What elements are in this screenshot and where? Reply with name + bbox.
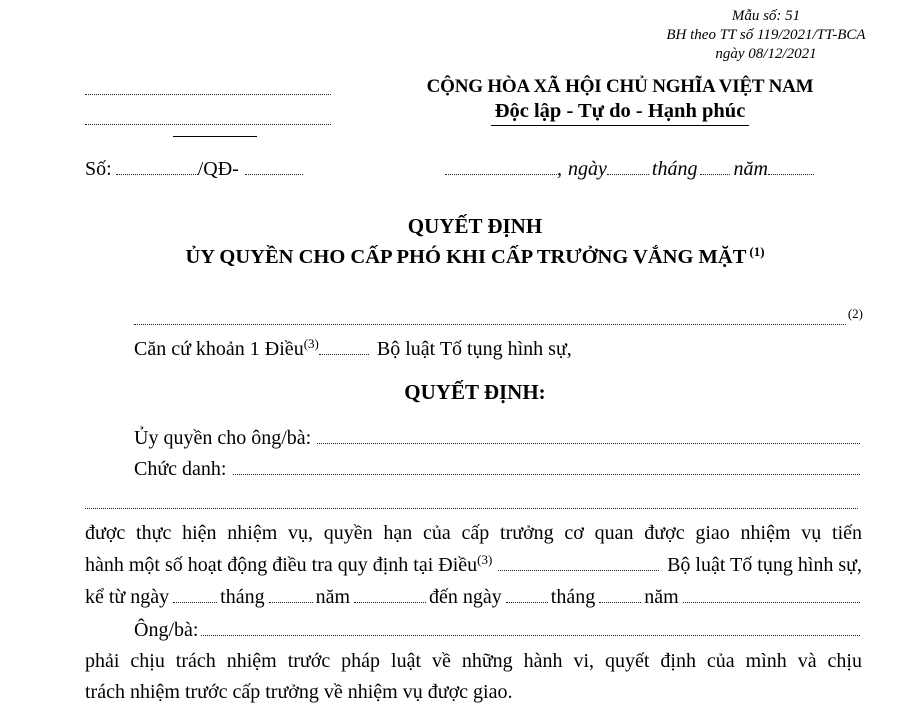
from-year-label: năm — [315, 586, 351, 608]
continuation-blank-row — [85, 506, 858, 509]
to-month-blank — [599, 600, 641, 603]
body-paragraph-1-line-1: được thực hiện nhiệm vụ, quyền hạn của cấp trưởng cơ quan được giao nhiệm vụ tiến — [85, 522, 862, 544]
footnote-3-marker-2: (3) — [477, 552, 493, 567]
continuation-blank — [85, 506, 858, 509]
position-blank — [233, 472, 861, 475]
to-year-blank — [683, 600, 860, 603]
footnote-2-marker: (2) — [847, 306, 863, 321]
decision-heading: QUYẾT ĐỊNH: — [404, 380, 546, 404]
to-year-label: năm — [644, 586, 679, 608]
place-date-line — [445, 158, 814, 181]
person-row — [134, 619, 860, 642]
to-day-blank — [506, 600, 548, 603]
from-day-blank — [173, 600, 217, 603]
article-ref-prefix: hành một số hoạt động điều tra quy định tại Điều — [85, 554, 478, 576]
year-blank — [768, 172, 814, 175]
date-range-line — [85, 586, 860, 609]
issuer-line — [134, 306, 863, 332]
so-label: Số: — [85, 158, 112, 180]
from-year-blank — [354, 600, 426, 603]
from-day-label: kể từ ngày — [85, 586, 170, 608]
body-paragraph-1-line-2 — [85, 554, 862, 578]
to-day-label: đến ngày — [429, 586, 502, 608]
org-name-blank-2 — [85, 124, 331, 125]
issuer-blank — [134, 322, 846, 325]
place-blank — [445, 172, 557, 175]
legal-basis-prefix: Căn cứ khoản 1 Điều — [134, 338, 304, 360]
footnote-3-marker: (3) — [303, 336, 319, 351]
article-number-blank — [319, 352, 369, 355]
nam-label: năm — [733, 158, 768, 180]
form-issuance: BH theo TT số 119/2021/TT-BCA — [666, 27, 866, 43]
legal-basis-suffix: Bộ luật Tố tụng hình sự, — [376, 338, 572, 360]
person-name-blank — [201, 633, 860, 636]
person-label: Ông/bà: — [134, 619, 199, 641]
document-title: QUYẾT ĐỊNH — [407, 214, 543, 238]
article-number-blank-2 — [498, 568, 659, 571]
national-header-block — [390, 74, 850, 126]
delegate-label: Ủy quyền cho ông/bà: — [134, 427, 312, 449]
delegate-name-row — [134, 427, 860, 450]
national-motto: Độc lập - Tự do - Hạnh phúc — [491, 99, 750, 126]
month-blank — [700, 172, 730, 175]
delegate-name-blank — [317, 441, 860, 444]
from-month-label: tháng — [220, 586, 265, 608]
position-row — [134, 458, 860, 481]
ngay-label: ngày — [568, 158, 607, 180]
decision-number-blank — [116, 172, 198, 175]
article-ref-suffix: Bộ luật Tố tụng hình sự, — [667, 554, 862, 576]
day-blank — [607, 172, 649, 175]
comma-label: , — [557, 158, 562, 180]
body-paragraph-2-line-2: trách nhiệm trước cấp trưởng về nhiệm vụ được giao. — [85, 681, 513, 703]
thang-label: tháng — [651, 158, 698, 180]
position-label: Chức danh: — [134, 458, 227, 480]
legal-basis-line — [134, 338, 572, 362]
qd-suffix-label: /QĐ- — [197, 158, 239, 180]
footnote-1-marker: (1) — [749, 244, 765, 259]
form-issuance-date: ngày 08/12/2021 — [715, 46, 817, 62]
body-paragraph-2-line-1: phải chịu trách nhiệm trước pháp luật về những hành vi, quyết định của mình và chịu — [85, 650, 862, 672]
org-name-blank-1 — [85, 94, 331, 95]
form-meta — [635, 7, 897, 64]
from-month-blank — [269, 600, 313, 603]
form-number: Mẫu số: 51 — [731, 8, 801, 24]
to-month-label: tháng — [550, 586, 596, 608]
decision-suffix-blank — [245, 172, 303, 175]
document-subtitle: ỦY QUYỀN CHO CẤP PHÓ KHI CẤP TRƯỞNG VẮNG MẶT — [185, 246, 747, 268]
org-divider-line — [173, 136, 257, 137]
decision-number-line — [85, 158, 303, 181]
national-title: CỘNG HÒA XÃ HỘI CHỦ NGHĨA VIỆT NAM — [426, 76, 814, 97]
document-subtitle-line — [85, 246, 865, 270]
